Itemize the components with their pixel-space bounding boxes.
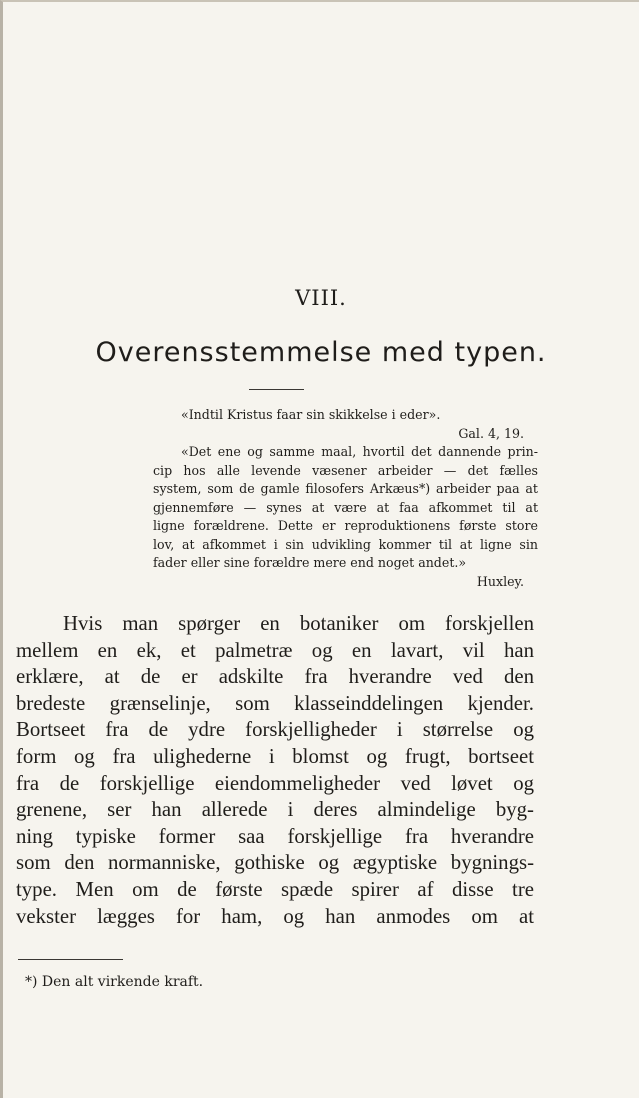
body-line: form og fra ulighederne i blomst og frugt, bortseet xyxy=(16,744,534,768)
body-line: som den normanniske, gothiske og ægyptiske bygnings- xyxy=(16,851,534,875)
chapter-number: VIII. xyxy=(295,286,347,310)
epigraph-author: Huxley. xyxy=(476,573,524,589)
body-line: mellem en ek, et palmetræ og en lavart, vil han xyxy=(16,638,534,662)
body-line: ning typiske former saa forskjellige fra hverandre xyxy=(16,824,534,848)
epigraph xyxy=(153,406,538,591)
footnote-divider xyxy=(18,959,123,960)
epigraph-line: cip hos alle levende væsener arbeider — det fælles xyxy=(153,462,538,478)
epigraph-line: gjennemføre — synes at være at faa afkommet til at xyxy=(153,499,538,515)
body-line: fra de forskjellige eiendommeligheder ved løvet og xyxy=(16,771,534,795)
epigraph-line: ligne forældrene. Dette er reproduktionens første store xyxy=(153,518,538,533)
chapter-title: Overensstemmelse med typen. xyxy=(95,337,547,368)
epigraph-line: system, som de gamle filosofers Arkæus*) arbeider paa at xyxy=(153,481,538,496)
body-line: erklære, at de er adskilte fra hverandre ved den xyxy=(16,665,534,689)
body-line: type. Men om de første spæde spirer af disse tre xyxy=(16,877,534,901)
body-line: grenene, ser han allerede i deres almindelige byg- xyxy=(16,798,534,822)
body-line: Hvis man spørger en botaniker om forskjellen xyxy=(63,612,534,635)
epigraph-line: fader eller sine forældre mere end noget andet.» xyxy=(153,555,467,570)
body-paragraph xyxy=(16,611,534,930)
body-line: bredeste grænselinje, som klasseinddelingen kjender. xyxy=(16,691,534,715)
body-line: Bortseet fra de ydre forskjelligheder i størrelse og xyxy=(16,718,534,742)
title-divider xyxy=(249,389,304,390)
epigraph-reference: Gal. 4, 19. xyxy=(458,425,524,441)
epigraph-line: lov, at afkommet i sin udvikling kommer til at ligne sin xyxy=(153,536,538,552)
epigraph-line: «Det ene og samme maal, hvortil det dannende prin- xyxy=(181,444,538,459)
epigraph-quote-1: «Indtil Kristus faar sin skikkelse i eder». xyxy=(181,407,441,422)
body-line: vekster lægges for ham, og han anmodes om at xyxy=(16,904,534,928)
footnote: *) Den alt virkende kraft. xyxy=(25,974,204,990)
